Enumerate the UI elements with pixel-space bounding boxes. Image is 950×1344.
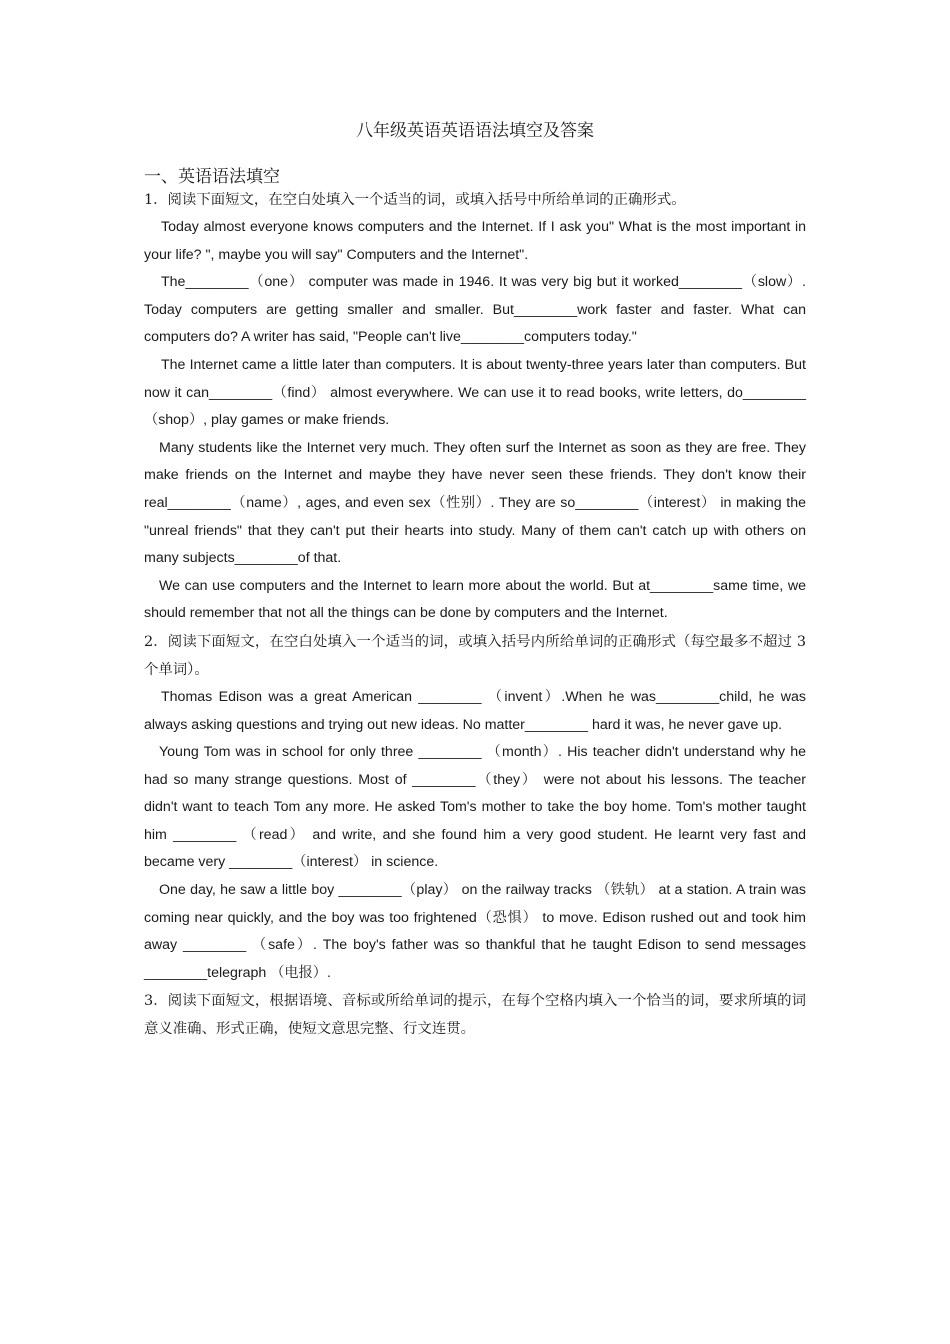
document-body [144,186,806,1043]
q1-paragraph-4: Many students like the Internet very much. They often surf the Internet as soon as they are free. They make friends on the Internet and maybe they have never seen these friends. They don't know their real________（name）, ages, and even sex（性别）. They are so________（interest） in making the "unreal friends" that they can't put their hearts into study. Many of them can't catch up with others on many subjects________of that. [144,439,806,567]
q2-paragraph-3: One day, he saw a little boy ________（play） on the railway tracks （铁轨） at a station. A train was coming near quickly, and the boy was too frightened（恐惧） to move. Edison rushed out and took him away ________ （safe）. The boy's father was so thankful that he taught Edison to send messages ________telegraph （电报）. [144,882,806,981]
section-heading: 一、英语语法填空 [144,167,280,187]
question-3-prompt: 3．阅读下面短文，根据语境、音标或所给单词的提示，在每个空格内填入一个恰当的词，要求所填的词意义准确、形式正确，使短文意思完整、行文连贯。 [144,993,806,1038]
q1-paragraph-1: Today almost everyone knows computers and the Internet. If I ask you" What is the most important in your life? ", maybe you will say" Computers and the Internet". [144,219,806,263]
q1-paragraph-5: We can use computers and the Internet to learn more about the world. But at________same time, we should remember that not all the things can be done by computers and the Internet. [144,577,806,622]
q1-paragraph-2: The________（one） computer was made in 1946. It was very big but it worked________（slow）. Today computers are getting smaller and smaller. But________work faster and faster. What can computers do? A writer has said, "People can't live________computers today." [144,274,806,346]
question-1-prompt: 1．阅读下面短文，在空白处填入一个适当的词，或填入括号中所给单词的正确形式。 [144,192,686,208]
page-title: 八年级英语英语语法填空及答案 [356,121,594,141]
q2-paragraph-1: Thomas Edison was a great American ________ （invent）.When he was________child, he was always asking questions and trying out new ideas. No matter________ hard it was, he never gave up. [144,688,806,733]
q2-paragraph-2: Young Tom was in school for only three ________ （month）. His teacher didn't understand why he had so many strange questions. Most of ________（they） were not about his lessons. The teacher didn't want to teach Tom any more. He asked Tom's mother to take the boy home. Tom's mother taught him ________ （read） and write, and she found him a very good student. He learnt very fast and became very ________（interest） in science. [144,744,806,871]
q1-paragraph-3: The Internet came a little later than computers. It is about twenty-three years later than computers. But now it can________（find） almost everywhere. We can use it to read books, write letters, do________（shop）, play games or make friends. [144,356,806,429]
question-2-prompt: 2．阅读下面短文，在空白处填入一个适当的词，或填入括号内所给单词的正确形式（每空最多不超过 3 个单词）。 [144,633,806,678]
